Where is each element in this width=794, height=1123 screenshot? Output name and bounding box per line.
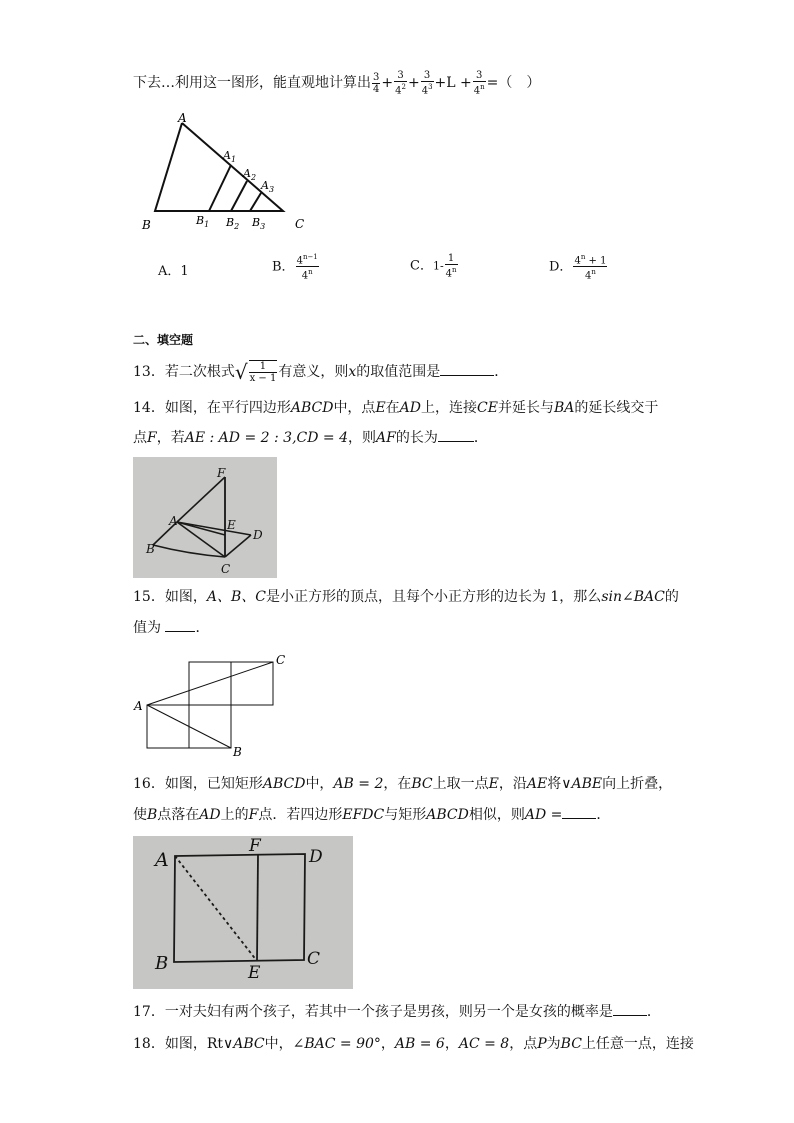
label-b: B [142,218,151,232]
q14-line1: 14．如图，在平行四边形ABCD中，点E在AD上，连接CE并延长与BA的延长线交于 [133,400,659,416]
label-a3: $A_3$ [261,179,275,194]
label-b: B [155,953,169,974]
label-c: C [295,217,305,231]
label-b3: $B_3$ [252,216,266,231]
fraction-3-4-cubed: $\frac{3}{4^3}$ [421,70,433,97]
answer-blank[interactable] [165,619,195,632]
answer-blank[interactable] [438,429,474,442]
label-b1: $B_1$ [196,214,210,229]
label-b2: $B_2$ [226,216,240,231]
segment-a1b1 [209,165,231,211]
label-e: E [248,963,261,983]
answer-blank[interactable] [440,363,494,376]
q14-line2: 点F，若AE : AD = 2 : 3,CD = 4，则AF的长为 ． [133,430,488,446]
fraction-3-4-n: $\frac{3}{4^n}$ [473,70,485,97]
label-a: A [134,699,143,713]
q17: 17．一对夫妇有两个孩子，若其中一个孩子是男孩，则另一个是女孩的概率是 ． [133,1004,661,1020]
label-a2: $A_2$ [243,167,257,182]
label-a: A [169,514,178,528]
fraction-3-4: $\frac{3}{4}$ [373,71,380,95]
answer-blank[interactable] [562,806,596,819]
label-b: B [233,745,242,759]
label-b: B [146,542,155,556]
q15-line2: 值为 ． [133,620,210,636]
option-a[interactable]: A．1 [158,264,189,279]
radical: √ $\frac{1}{x - 1}$ [234,360,277,384]
segment-ac [147,662,273,705]
label-d: D [253,528,263,542]
label-a: A [155,849,169,871]
option-c[interactable]: C．1- $\frac{1}{4^n}$ [410,253,457,280]
segment-a2b2 [231,181,247,211]
answer-blank[interactable] [613,1003,647,1016]
fraction-3-4-squared: $\frac{3}{4^2}$ [395,70,406,97]
q15-line1: 15．如图，A、B、C是小正方形的顶点，且每个小正方形的边长为 1，那么sin∠BAC的 [133,589,679,605]
q16-line1: 16．如图，已知矩形ABCD中，AB = 2，在BC上取一点E，沿AE将∨ABE向上折叠， [133,776,673,792]
label-a1: $A_1$ [223,149,237,164]
label-f: F [217,466,226,480]
triangle-abc [155,123,283,211]
q12-triangle-figure [135,108,310,233]
q14-photo-figure [133,457,277,578]
label-c: C [276,653,286,667]
label-c: C [221,562,231,576]
section-title: 二、填空题 [133,333,194,347]
q13: 13．若二次根式√ $\frac{1}{x - 1}$ 有意义，则x的取值范围是 ． [133,360,509,384]
q15-grid-figure [130,650,295,760]
q16-line2: 使B点落在AD上的F点．若四边形EFDC与矩形ABCD相似，则AD = ． [133,807,611,823]
q12-stem: 下去…利用这一图形，能直观地计算出 $\frac{3}{4}$ + $\frac{3}{4^2}$ + $\frac{3}{4^3}$ +L + $\frac{3}{4^n}$ =（ ） [133,70,541,97]
label-a: A [178,111,187,125]
label-c: C [307,949,321,969]
q18: 18．如图，Rt∨ABC中，∠BAC = 90°，AB = 6，AC = 8，点P为BC上任意一点，连接 [133,1036,694,1052]
label-f: F [249,836,261,856]
option-d[interactable]: D． $\frac{4^n + 1}{4^n}$ [549,253,607,282]
label-e: E [227,518,236,532]
label-d: D [309,847,323,867]
option-b[interactable]: B． $\frac{4^{n-1}}{4^n}$ [272,253,318,282]
q16-photo-figure [133,836,353,989]
segment-a3b3 [250,193,261,211]
